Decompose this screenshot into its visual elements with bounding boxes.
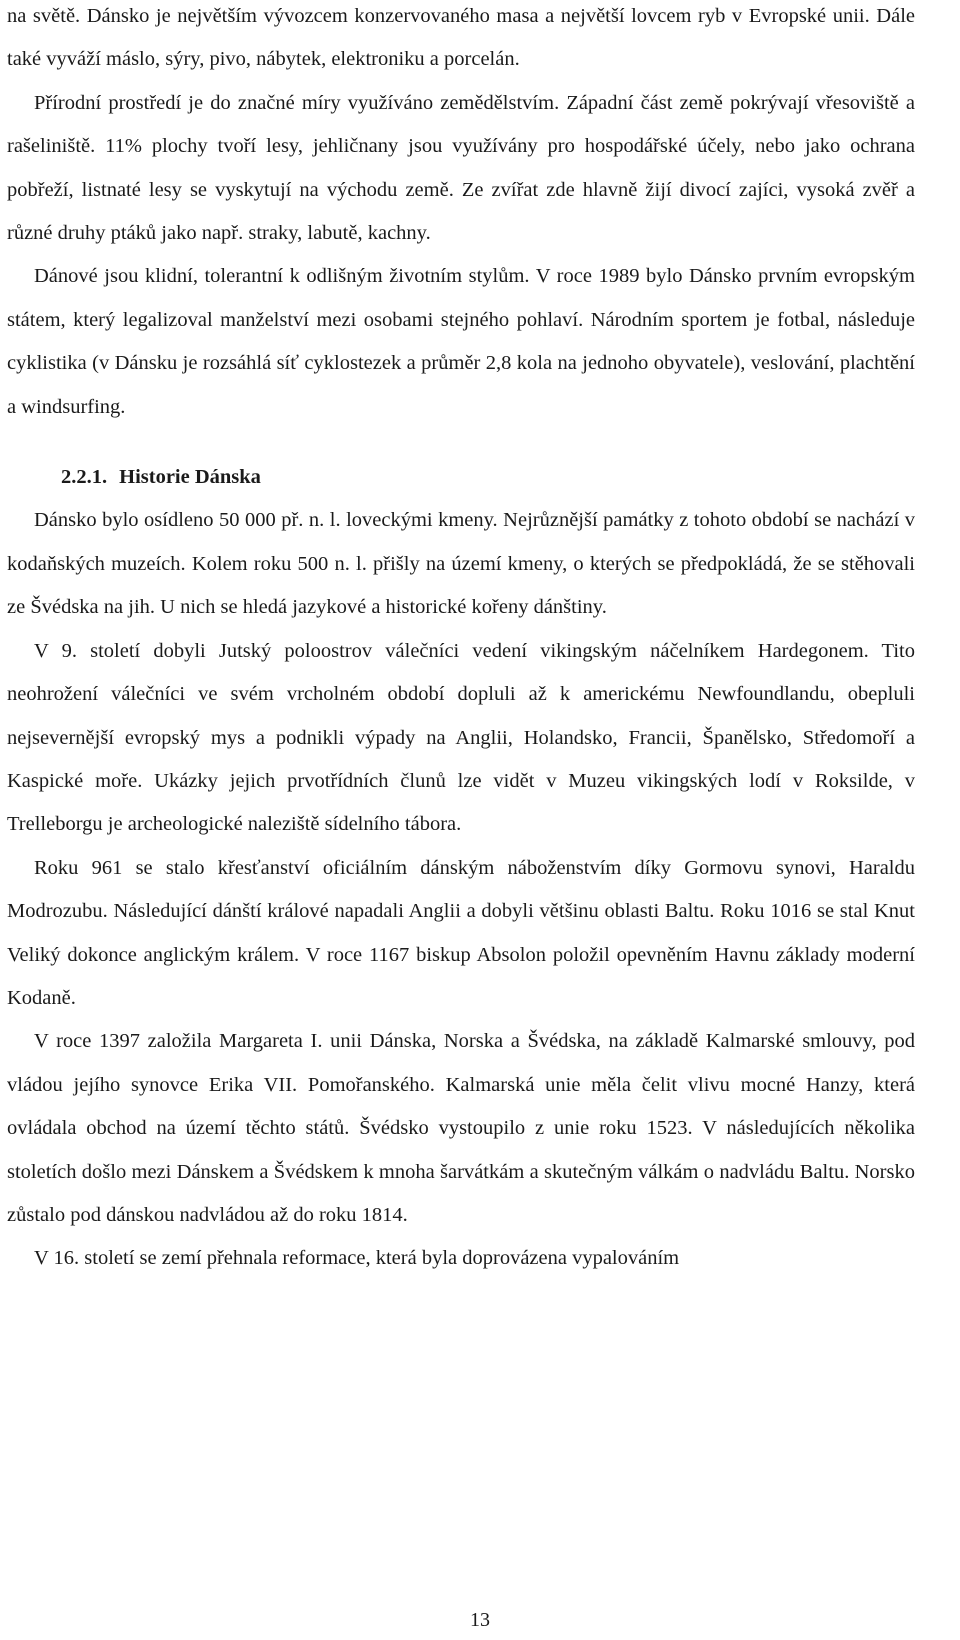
- paragraph-reformation: V 16. století se zemí přehnala reformace, která byla doprovázena vypalováním: [34, 1247, 680, 1270]
- document-page: [7, 0, 915, 1281]
- section-number: 2.2.1.: [61, 466, 108, 489]
- paragraph-continuation: na světě. Dánsko je největším vývozcem konzervovaného masa a největší lovcem ryb v Evropské unii. Dále také vyváží máslo, sýry, pivo, nábytek, elektroniku a porcelán.: [7, 5, 915, 71]
- page-number: 13: [470, 1609, 490, 1631]
- paragraph-vikings: V 9. století dobyli Jutský poloostrov válečníci vedení vikingským náčelníkem Hardegonem. Tito neohrožení válečníci ve svém vrcholném období dopluli až k americkému Newfoundlandu, obepluli nejsevernější evropský mys a podnikli výpady na Anglii, Holandsko, Francii, Španělsko, Středomoří a Kaspické moře. Ukázky jejich prvotřídních člunů lze vidět v Muzeu vikingských lodí v Roksilde, v Trelleborgu je archeologické naleziště sídelního tábora.: [7, 639, 915, 836]
- section-title: Historie Dánska: [119, 466, 261, 489]
- paragraph-settlement: Dánsko bylo osídleno 50 000 př. n. l. loveckými kmeny. Nejrůznější památky z tohoto období se nachází v kodaňských muzeích. Kolem roku 500 n. l. přišly na území kmeny, o kterých se předpokládá, že se stěhovali ze Švédska na jih. U nich se hledá jazykové a historické kořeny dánštiny.: [7, 509, 915, 619]
- paragraph-christianity: Roku 961 se stalo křesťanství oficiálním dánským náboženstvím díky Gormovu synovi, Haraldu Modrozubu. Následující dánští králové napadali Anglii a dobyli většinu oblasti Baltu. Roku 1016 se stal Knut Veliký dokonce anglickým králem. V roce 1167 biskup Absolon položil opevněním Havnu základy moderní Kodaně.: [7, 856, 915, 1009]
- section-heading: [7, 456, 915, 499]
- paragraph-people-sport: Dánové jsou klidní, tolerantní k odlišným životním stylům. V roce 1989 bylo Dánsko prvním evropským státem, který legalizoval manželství mezi osobami stejného pohlaví. Národním sportem je fotbal, následuje cyklistika (v Dánsku je rozsáhlá síť cyklostezek a průměr 2,8 kola na jednoho obyvatele), veslování, plachtění a windsurfing.: [7, 265, 915, 418]
- paragraph-nature: Přírodní prostředí je do značné míry využíváno zemědělstvím. Západní část země pokrývají vřesoviště a rašeliniště. 11% plochy tvoří lesy, jehličnany jsou využívány pro hospodářské účely, nebo jako ochrana pobřeží, listnaté lesy se vyskytují na východu země. Ze zvířat zde hlavně žijí divocí zajíci, vysoká zvěř a různé druhy ptáků jako např. straky, labutě, kachny.: [7, 91, 915, 245]
- paragraph-kalmar-union: V roce 1397 založila Margareta I. unii Dánska, Norska a Švédska, na základě Kalmarské smlouvy, pod vládou jejího synovce Erika VII. Pomořanského. Kalmarská unie měla čelit vlivu mocné Hanzy, která ovládala obchod na území těchto států. Švédsko vystoupilo z unie roku 1523. V následujících několika stoletích došlo mezi Dánskem a Švédskem k mnoha šarvátkám a skutečným válkám o nadvládu Baltu. Norsko zůstalo pod dánskou nadvládou až do roku 1814.: [7, 1030, 915, 1226]
